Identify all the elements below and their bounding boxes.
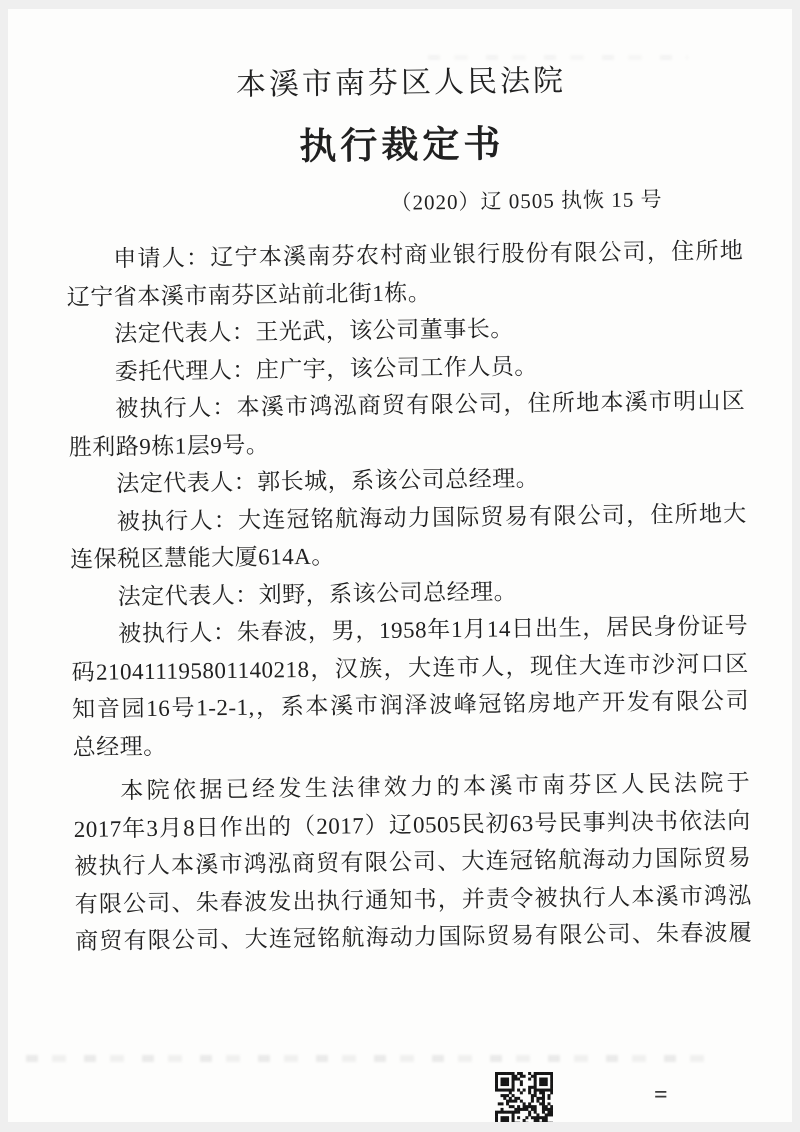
bleed-through-smudge — [26, 1055, 716, 1062]
document-line: 申请人：辽宁本溪南芬农村商业银行股份有限公司，住所地 — [113, 238, 744, 272]
document-content — [8, 9, 792, 961]
document-line: 连保税区慧能大厦614A。 — [70, 543, 335, 573]
document-line: 辽宁省本溪市南芬区站前北街1栋。 — [66, 279, 432, 310]
document-line: 有限公司、朱春波发出执行通知书，并责令被执行人本溪市鸿泓 — [74, 882, 752, 917]
document-line: 商贸有限公司、大连冠铭航海动力国际贸易有限公司、朱春波履 — [75, 920, 753, 954]
document-line: 被执行人：大连冠铭航海动力国际贸易有限公司，住所地大 — [116, 500, 747, 534]
document-line: 胜利路9栋1层9号。 — [68, 431, 270, 460]
court-name-heading: 本溪市南芬区人民法院 — [235, 64, 567, 102]
document-line: 法定代表人：郭长城，系该公司总经理。 — [116, 465, 540, 497]
document-line: 被执行人：朱春波，男，1958年1月14日出生，居民身份证号 — [118, 613, 749, 647]
qr-code-icon — [495, 1072, 553, 1122]
document-line: 被执行人：本溪市鸿泓商贸有限公司，住所地本溪市明山区 — [115, 388, 746, 422]
document-line: 法定代表人：刘野，系该公司总经理。 — [117, 578, 518, 609]
document-body — [66, 232, 752, 960]
document-line: 法定代表人：王光武，该公司董事长。 — [114, 316, 514, 347]
document-line: 码210411195801140218，汉族，大连市人，现住大连市沙河口区 — [71, 650, 749, 685]
document-title: 执行裁定书 — [299, 124, 505, 168]
document-line: 本院依据已经发生法律效力的本溪市南芬区人民法院于 — [120, 770, 751, 804]
document-page — [8, 9, 792, 1122]
document-line: 知音园16号1-2-1,，系本溪市润泽波峰冠铭房地产开发有限公司 — [72, 688, 750, 723]
case-number: （2020）辽 0505 执恢 15 号 — [390, 187, 663, 215]
equals-mark: = — [654, 1082, 668, 1108]
document-line: 总经理。 — [72, 733, 167, 760]
document-line: 委托代理人：庄广宇，该公司工作人员。 — [114, 353, 538, 384]
document-line: 被执行人本溪市鸿泓商贸有限公司、大连冠铭航海动力国际贸易 — [74, 845, 752, 879]
document-line: 2017年3月8日作出的（2017）辽0505民初63号民事判决书依法向 — [73, 807, 751, 842]
